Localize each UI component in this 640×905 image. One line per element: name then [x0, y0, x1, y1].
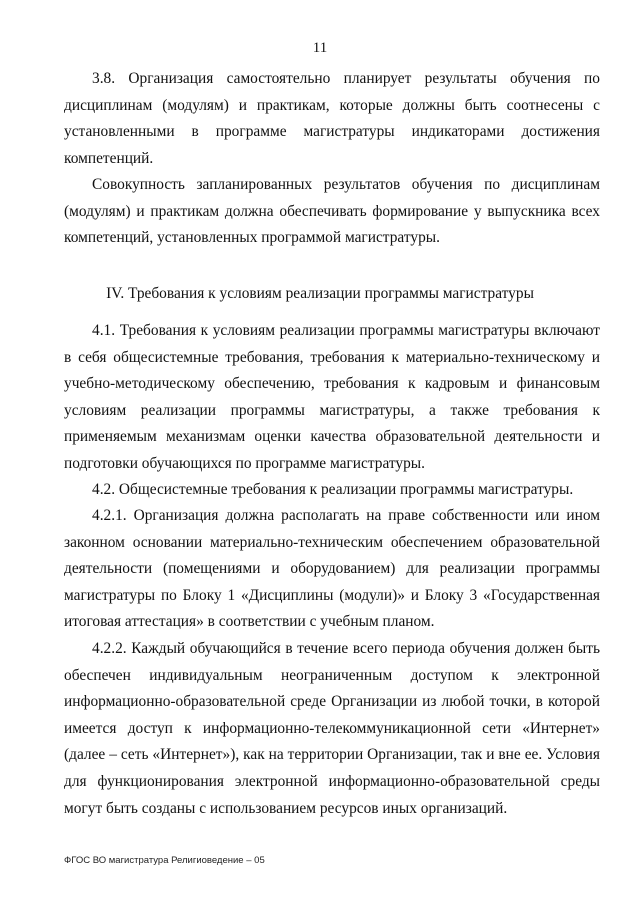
paragraph-4-2-2 [64, 636, 600, 822]
page-number: 11 [312, 40, 328, 56]
paragraph-4-2-1 [64, 503, 600, 636]
paragraph-results-summary-text: Совокупность запланированных результатов обучения по дисциплинам (модулям) и практикам должна обеспечивать формирование у выпускника всех компетенций, установленных программой магистратуры. [64, 176, 600, 247]
paragraph-3-8 [64, 66, 600, 172]
paragraph-4-2 [64, 477, 600, 504]
paragraph-4-2-1-text: 4.2.1. Организация должна располагать на праве собственности или ином законном основании материально-техническим обеспечением образовательной деятельности (помещениями и оборудованием) для реализации программы магистратуры по Блоку 1 «Дисциплины (модули)» и Блоку 3 «Государственная итоговая аттестация» в соответствии с учебным планом. [64, 507, 600, 631]
paragraph-results-summary [64, 172, 600, 252]
paragraph-3-8-text: 3.8. Организация самостоятельно планирует результаты обучения по дисциплинам (модулям) и практикам, которые должны быть соотнесены с установленными в программе магистратуры индикаторами достижения компетенций. [64, 70, 600, 167]
paragraph-4-2-text: 4.2. Общесистемные требования к реализации программы магистратуры. [92, 481, 574, 498]
paragraph-4-1 [64, 318, 600, 478]
paragraph-4-1-text: 4.1. Требования к условиям реализации программы магистратуры включают в себя общесистемные требования, требования к материально-техническому и учебно-методическому обеспечению, требования к кадровым и финансовым условиям реализации программы магистратуры, а также требования к применяемым механизмам оценки качества образовательной деятельности и подготовки обучающихся по программе магистратуры. [64, 322, 600, 472]
paragraph-4-2-2-text: 4.2.2. Каждый обучающийся в течение всего периода обучения должен быть обеспечен индивидуальным неограниченным доступом к электронной информационно-образовательной среде Организации из любой точки, в которой имеется доступ к информационно-телекоммуникационной сети «Интернет» (далее – сеть «Интернет»), как на территории Организации, так и вне ее. Условия для функционирования электронной информационно-образовательной среды могут быть созданы с использованием ресурсов иных организаций. [64, 640, 600, 817]
section-heading-iv: IV. Требования к условиям реализации программы магистратуры [106, 285, 534, 302]
page-footer: ФГОС ВО магистратура Религиоведение – 05 [64, 855, 265, 866]
